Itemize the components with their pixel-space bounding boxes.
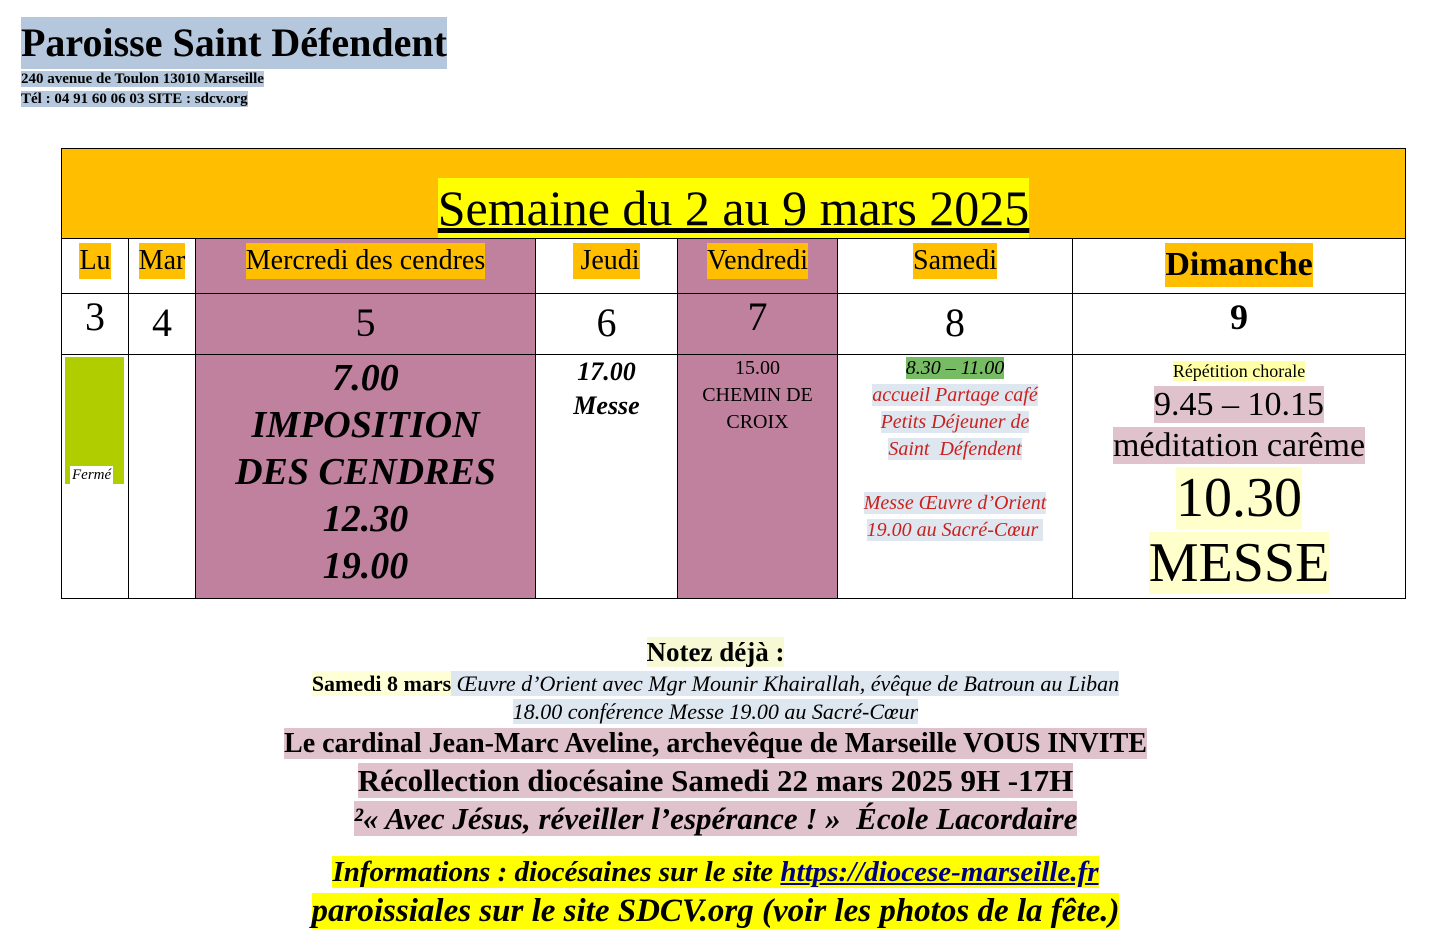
mass-time: 10.30 — [1176, 467, 1303, 530]
day-number-cell — [678, 294, 838, 355]
day-number-cell — [838, 294, 1073, 355]
day-header-mardi — [129, 239, 196, 294]
cardinal-invitation: Le cardinal Jean-Marc Aveline, archevêque de Marseille VOUS INVITE — [284, 728, 1147, 759]
day-header-dimanche — [1073, 239, 1406, 294]
day-header-vendredi — [678, 239, 838, 294]
meditation-time: 9.45 – 10.15 — [1154, 386, 1325, 424]
weekly-schedule-table — [61, 148, 1406, 599]
day-name: Samedi — [913, 243, 997, 279]
event1-text: Œuvre d’Orient avec Mgr Mounir Khairallah, évêque de Batroun au Liban — [451, 671, 1120, 696]
event-line: Messe Œuvre d’Orient — [863, 492, 1047, 515]
day-header-jeudi — [536, 239, 678, 294]
event-time: 8.30 – 11.00 — [905, 357, 1005, 380]
parish-name: Paroisse Saint Défendent — [21, 17, 447, 69]
meditation-label: méditation carême — [1113, 427, 1366, 465]
info-diocese: diocésaines sur le site — [514, 856, 781, 888]
mercredi-events — [196, 355, 536, 599]
day-number: 4 — [152, 300, 172, 346]
event-line: 19.00 — [322, 545, 409, 588]
day-header-lundi — [62, 239, 129, 294]
day-name: Dimanche — [1165, 243, 1312, 287]
info-parish: paroissiales sur le site SDCV.org (voir les photos de la fête.) — [311, 893, 1120, 929]
info-label: Informations : — [332, 856, 508, 888]
day-header-samedi — [838, 239, 1073, 294]
day-number-cell — [1073, 294, 1406, 355]
retreat-title: Récollection diocésaine Samedi 22 mars 2025 9H -17H — [357, 763, 1074, 798]
day-number-cell — [536, 294, 678, 355]
retreat-theme: Avec Jésus, réveiller l’espérance — [378, 801, 806, 836]
day-number: 6 — [596, 300, 617, 346]
event-name: Messe — [573, 391, 640, 421]
event-line: DES CENDRES — [235, 451, 496, 494]
day-header-mercredi — [196, 239, 536, 294]
day-number-cell — [62, 294, 129, 355]
event-line: Petits Déjeuner de — [880, 411, 1030, 434]
day-number-cell — [196, 294, 536, 355]
event-line: CHEMIN DE — [702, 384, 813, 407]
jeudi-events — [536, 355, 678, 599]
day-name: Mercredi des cendres — [246, 243, 485, 279]
event1-detail: 18.00 conférence Messe 19.00 au Sacré-Cœur — [512, 699, 919, 724]
parish-contact: Tél : 04 91 60 06 03 SITE : sdcv.org — [21, 91, 248, 107]
mass-label: MESSE — [1148, 532, 1330, 595]
choir-rehearsal: Répétition chorale — [1172, 361, 1306, 382]
day-number: 7 — [747, 294, 768, 340]
day-name: Mar — [139, 243, 186, 279]
day-number: 3 — [85, 294, 105, 340]
vendredi-events — [678, 355, 838, 599]
event-line: Saint Défendent — [888, 438, 1022, 461]
day-name: Lu — [79, 243, 110, 279]
event-line: 15.00 — [735, 357, 780, 380]
event-line: 19.00 au Sacré-Cœur — [866, 519, 1044, 542]
day-number-cell — [129, 294, 196, 355]
retreat-prefix: ²« — [353, 801, 379, 836]
diocese-link[interactable]: https://diocese-marseille.fr — [780, 856, 1099, 888]
notes-heading: Notez déjà : — [646, 637, 785, 667]
day-number: 8 — [945, 300, 965, 346]
mardi-events — [129, 355, 196, 599]
closed-marker — [65, 357, 124, 484]
parish-address: 240 avenue de Toulon 13010 Marseille — [21, 71, 264, 87]
week-title-cell — [62, 149, 1406, 239]
day-number: 9 — [1230, 297, 1249, 338]
event-line: IMPOSITION — [251, 404, 480, 447]
parish-header — [21, 17, 447, 109]
retreat-location: ! » École Lacordaire — [805, 801, 1078, 836]
notes-section — [0, 634, 1431, 931]
day-name: Jeudi — [573, 243, 639, 279]
event-time: 17.00 — [577, 357, 636, 387]
day-name: Vendredi — [707, 243, 808, 279]
event-line: accueil Partage café — [872, 384, 1038, 407]
closed-label: Fermé — [72, 467, 112, 483]
week-title: Semaine du 2 au 9 mars 2025 — [437, 180, 1030, 237]
event-line: 7.00 — [332, 357, 399, 400]
day-number: 5 — [355, 300, 376, 346]
dimanche-events — [1073, 355, 1406, 599]
event1-day: Samedi 8 mars — [311, 671, 452, 696]
event-line: 12.30 — [322, 498, 409, 541]
samedi-events — [838, 355, 1073, 599]
event-line: CROIX — [726, 411, 789, 434]
